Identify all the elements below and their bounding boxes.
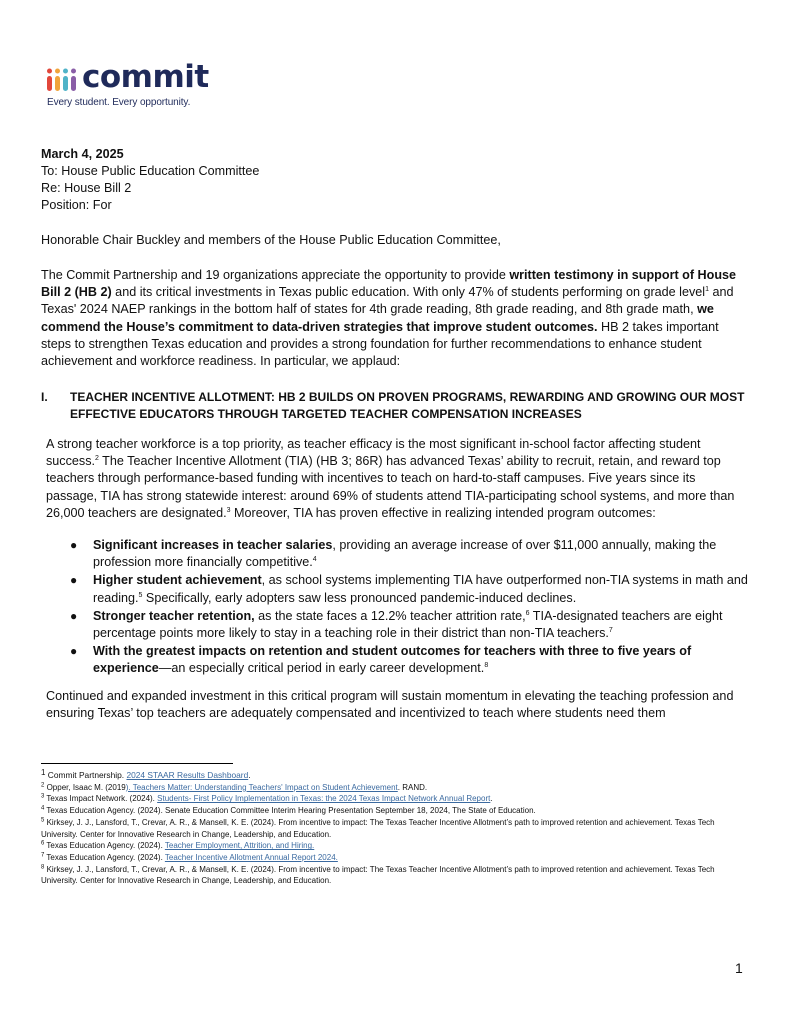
- bullet-bold: With the greatest impacts on retention and student outcomes for teachers with three to five years of experience: [93, 644, 692, 676]
- footnote-ref[interactable]: 6: [525, 609, 530, 617]
- footnote-divider: [41, 763, 233, 764]
- footnote-number: 1: [41, 768, 46, 777]
- footnote-text: Texas Education Agency. (2024).: [46, 841, 165, 851]
- footnote-ref[interactable]: 3: [226, 506, 231, 514]
- intro-text: HB 2 takes important steps to strengthen Texas education and provides a strong foundation for further recommendations to enhance student achievement and workforce readiness. In particular, we applaud:: [41, 319, 719, 369]
- footnote-link[interactable]: ). Teachers Matter: Understanding Teachers' Impact on Student Achievement: [125, 782, 398, 792]
- footnote: [41, 864, 751, 887]
- bullet-icon: ●: [70, 644, 78, 659]
- letter-date: March 4, 2025: [41, 147, 124, 161]
- footnote-ref[interactable]: 7: [608, 626, 613, 634]
- intro-text: and Texas' 2024 NAEP rankings in the bottom half of states for 4th grade reading, 8th grade reading, and 8th grade math,: [41, 285, 734, 317]
- bullet-icon: ●: [70, 573, 78, 588]
- section-paragraph: [46, 436, 746, 522]
- footnote-link[interactable]: Teacher Incentive Allotment Annual Report 2024.: [164, 852, 338, 862]
- footnote: [41, 840, 751, 852]
- footnote-number: 5: [41, 817, 45, 824]
- section-text: A strong teacher workforce is a top priority, as teacher efficacy is the most significant in-school factor affecting student success.: [46, 437, 701, 469]
- footnote-ref[interactable]: 5: [138, 591, 143, 599]
- footnote: [41, 770, 751, 782]
- footnote-text: . RAND.: [397, 782, 428, 792]
- list-item: [70, 572, 750, 606]
- bullet-text: TIA-designated teachers are eight percentage points more likely to stay in a teaching role in their district than non-TIA teachers.: [93, 608, 723, 641]
- footnotes: [41, 770, 751, 887]
- footnote-text: .: [248, 770, 251, 780]
- footnote-link[interactable]: Students- First Policy Implementation in Texas: the 2024 Texas Impact Network Annual Report: [157, 794, 491, 804]
- footnote: [41, 793, 751, 805]
- footnote: [41, 852, 751, 864]
- footnote-ref[interactable]: 2: [95, 455, 99, 463]
- footnote: [41, 817, 751, 840]
- section-text: Moreover, TIA has proven effective in realizing intended program outcomes:: [230, 505, 656, 520]
- intro-bold: written testimony in support of House Bill 2 (HB 2): [41, 268, 737, 300]
- commit-logo: [46, 59, 216, 112]
- footnote-link[interactable]: 2024 STAAR Results Dashboard: [126, 770, 249, 780]
- salutation: Honorable Chair Buckley and members of the House Public Education Committee,: [41, 233, 501, 247]
- footnote-text: Texas Impact Network. (2024).: [46, 794, 158, 804]
- section-text: The Teacher Incentive Allotment (TIA) (HB 3; 86R) has advanced Texas’ ability to recruit, retain, and reward top teachers through performance-based funding with incentives to teach on hard-to-staff campuses. Five years since its passage, TIA has strong statewide interest: around 69% of students attend TIA-participating school systems, and more than 26,000 teachers are designated.: [46, 454, 735, 520]
- footnote-number: 2: [41, 782, 45, 789]
- footnote-number: 8: [41, 863, 45, 870]
- intro-text: The Commit Partnership and 19 organizations appreciate the opportunity to provide: [41, 268, 510, 282]
- bullet-text: , as school systems implementing TIA have outperformed non-TIA systems in math and reading.: [93, 573, 748, 605]
- letter-position: Position: For: [41, 198, 112, 212]
- bullet-bold: Stronger teacher retention,: [93, 608, 255, 623]
- footnote-text: Texas Education Agency. (2024).: [46, 852, 165, 862]
- bullet-icon: ●: [70, 538, 78, 552]
- list-item: [70, 537, 750, 571]
- closing-paragraph: Continued and expanded investment in this critical program will sustain momentum in elevating the teaching profession and ensuring Texas’ top teachers are adequately compensated and incentivized to teach where students need them: [46, 689, 734, 721]
- footnote-text: Kirksey, J. J., Lansford, T., Crevar, A. R., & Mansell, K. E. (2024). From incentive to impact: The Texas Teacher Incentive Allotment’s path to improved retention and achievement. Texas Tech University. Center for Innovative Research in Change, Leadership, and Education.: [41, 817, 715, 839]
- footnote-number: 6: [41, 840, 45, 847]
- section-title: TEACHER INCENTIVE ALLOTMENT: HB 2 BUILDS ON PROVEN PROGRAMS, REWARDING AND GROWING OUR MOST EFFECTIVE EDUCATORS THROUGH TARGETED TEACHER COMPENSATION INCREASES: [70, 390, 745, 421]
- footnote-text: .: [490, 794, 493, 804]
- bullet-text: , providing an average increase of over $11,000 annually, making the profession more financially competitive.: [93, 538, 717, 570]
- logo-tagline: Every student. Every opportunity.: [47, 97, 191, 108]
- footnote: [41, 782, 751, 794]
- page-number: 1: [735, 960, 743, 976]
- outcomes-list: [70, 537, 750, 678]
- footnote-ref[interactable]: 4: [312, 556, 317, 564]
- list-item: [70, 608, 750, 642]
- logo-wordmark: commit: [82, 59, 209, 95]
- footnote-text: Opper, Isaac M. (2019: [46, 782, 126, 792]
- logo-bars-icon: [46, 67, 80, 93]
- footnote-number: 4: [41, 805, 45, 812]
- intro-bold: we commend the House’s commitment to data-driven strategies that improve student outcomes.: [41, 302, 714, 334]
- bullet-bold: Significant increases in teacher salaries: [93, 538, 333, 552]
- intro-paragraph: [41, 267, 747, 370]
- footnote-ref[interactable]: 1: [705, 286, 709, 294]
- bullet-icon: ●: [70, 608, 78, 623]
- section-number: I.: [41, 390, 48, 404]
- footnote: [41, 805, 751, 817]
- footnote-ref[interactable]: 8: [484, 662, 489, 670]
- footnote-text: Commit Partnership.: [47, 770, 127, 780]
- letter-to: To: House Public Education Committee: [41, 164, 260, 178]
- footnote-text: Kirksey, J. J., Lansford, T., Crevar, A. R., & Mansell, K. E. (2024). From incentive to impact: The Texas Teacher Incentive Allotment’s path to improved retention and achievement. Texas Tech University. Center for Innovative Research in Change, Leadership, and Education.: [41, 864, 715, 886]
- bullet-text: —an especially critical period in early career development.: [158, 661, 485, 676]
- list-item: [70, 643, 750, 677]
- bullet-text: Specifically, early adopters saw less pronounced pandemic-induced declines.: [142, 590, 577, 605]
- letter-re: Re: House Bill 2: [41, 181, 132, 195]
- footnote-link[interactable]: Teacher Employment, Attrition, and Hiring.: [164, 841, 315, 851]
- footnote-number: 3: [41, 793, 45, 800]
- intro-text: and its critical investments in Texas public education. With only 47% of students performing on grade level: [111, 285, 706, 300]
- bullet-bold: Higher student achievement: [93, 573, 262, 588]
- footnote-text: Texas Education Agency. (2024). Senate Education Committee Interim Hearing Presentation September 18, 2024, The State of Education.: [46, 806, 536, 816]
- bullet-text: as the state faces a 12.2% teacher attrition rate,: [254, 608, 526, 623]
- footnote-number: 7: [41, 852, 45, 859]
